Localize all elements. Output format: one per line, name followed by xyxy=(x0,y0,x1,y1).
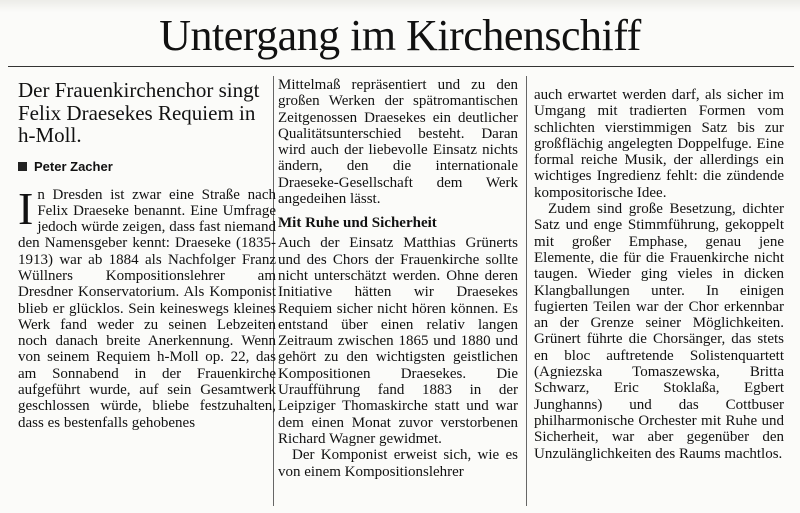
article-start xyxy=(18,182,276,431)
paragraph-6: Zudem sind große Besetzung, dichter Satz und enge Stimmführung, gekoppelt mit großer Emphase, genau jene Elemente, die für die Frauenkirche nicht taugen. Wieder ging vieles in dicken Klangballungen unter. In einigen fugierten Teilen war der Chor erkennbar an der Grenze seiner Möglichkeiten. Grünert führte die Chorsänger, das stets en bloc auftretende Solistenquartett (Agniezska Tomaszewska, Britta Schwarz, Eric Stoklaßa, Egbert Junghanns) und das Cottbuser philharmonische Orchester mit Ruhe und Sicherheit, war aber gegenüber den Unzulänglichkeiten des Raums machtlos. xyxy=(534,201,784,462)
column-rule-2 xyxy=(526,76,527,506)
drop-cap: I xyxy=(18,182,34,234)
column-1 xyxy=(18,76,276,431)
paragraph-3: Auch der Einsatz Matthias Grünerts und des Chors der Frauenkirche sollte nicht unterschätzt werden. Ohne deren Initiative hätten wir Draesekes Requiem sicher nicht hören können. Es entstand über einen relativ langen Zeitraum zwischen 1865 und 1880 und gehört zu den wichtigsten geistlichen Kompositionen Draesekes. Die Uraufführung fand 1883 in der Leipziger Thomaskirche statt und war dem einen Monat zuvor verstorbenen Richard Wagner gewidmet. xyxy=(278,235,518,447)
headline: Untergang im Kirchenschiff xyxy=(159,11,641,60)
kicker: Der Frauenkirchenchor singt Felix Draesekes Requiem in h-Moll. xyxy=(18,78,260,147)
subhead: Mit Ruhe und Sicherheit xyxy=(278,215,437,232)
byline-square-icon xyxy=(18,162,27,171)
headline-rule xyxy=(8,66,794,67)
paragraph-1: n Dresden ist zwar eine Straße nach Felix Draeseke benannt. Eine Umfrage jedoch würde zeigen, dass fast niemand den Namensgeber kennt: Draeseke (1835-1913) war ab 1884 als Nachfolger Franz Wüllners Kompositionslehrer am Dresdner Konservatorium. Als Komponist blieb er glücklos. Sein keineswegs kleines Werk fand weder zu seinen Lebzeiten noch danach breite Anerkennung. Wenn von seinem Requiem h-Moll op. 22, das am Sonnabend in der Frauenkirche aufgeführt wurde, auf sein Gesamtwerk geschlossen würde, bliebe festzuhalten, dass es bestenfalls gehobenes xyxy=(18,186,276,431)
paragraph-2: Mittelmaß repräsentiert und zu den großen Werken der spätromantischen Zeitgenossen Draesekes ein deutlicher Qualitätsunterschied besteht. Daran wird auch der liebevolle Einsatz nichts ändern, den die internationale Draeseke-Gesellschaft dem Werk angedeihen lässt. xyxy=(278,77,518,208)
column-3 xyxy=(534,87,784,462)
author: Peter Zacher xyxy=(34,158,113,174)
paragraph-5: auch erwartet werden darf, als sicher im Umgang mit tradierten Formen vom schlichten vierstimmigen Satz bis zur großflächig angelegten Doppelfuge. Eine formal reiche Musik, der allerdings ein wichtiges Ingredienz fehlt: die zündende kompositorische Idee. xyxy=(534,87,784,201)
paragraph-4: Der Komponist erweist sich, wie es von einem Kompositionslehrer xyxy=(278,447,518,480)
column-2 xyxy=(278,77,518,480)
byline xyxy=(18,159,276,175)
